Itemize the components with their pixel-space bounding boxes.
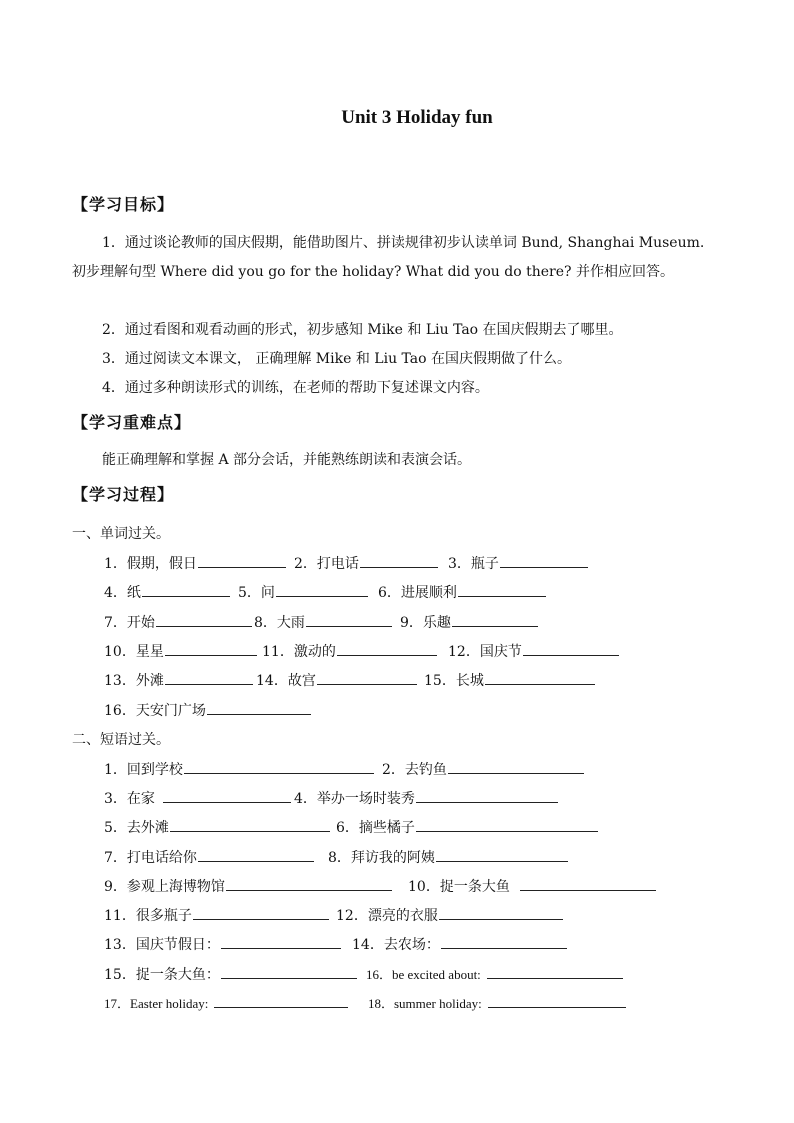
phrase-item: 10．捉一条大鱼 — [408, 876, 656, 896]
vocab-item: 13．外滩 — [104, 670, 253, 690]
vocab-item: 4．纸 — [104, 582, 230, 602]
answer-blank[interactable] — [142, 582, 230, 597]
phrase-item: 12．漂亮的衣服 — [336, 905, 563, 925]
phrase-item: 5．去外滩 — [104, 817, 330, 837]
answer-blank[interactable] — [198, 847, 314, 862]
vocab-item: 1．假期，假日 — [104, 553, 286, 573]
goal-item-2: 2．通过看图和观看动画的形式，初步感知 Mike 和 Liu Tao 在国庆假期去了哪里。 — [102, 322, 623, 338]
answer-blank[interactable] — [523, 641, 619, 656]
phrase-item: 13．国庆节假日： — [104, 934, 341, 954]
answer-blank[interactable] — [441, 934, 567, 949]
answer-blank[interactable] — [487, 964, 623, 979]
phrase-item: 17．Easter holiday: — [104, 993, 348, 1012]
phrase-item: 4．举办一场时装秀 — [294, 788, 558, 808]
page-title: Unit 3 Holiday fun — [341, 107, 493, 128]
process-heading: 【学习过程】 — [72, 485, 175, 504]
answer-blank[interactable] — [207, 700, 311, 715]
vocab-item: 14．故宫 — [256, 670, 417, 690]
phrase-item: 2．去钓鱼 — [382, 759, 584, 779]
answer-blank[interactable] — [500, 553, 588, 568]
phrase-item: 9．参观上海博物馆 — [104, 876, 392, 896]
answer-blank[interactable] — [221, 964, 357, 979]
goal-item-3: 3．通过阅读文本课文， 正确理解 Mike 和 Liu Tao 在国庆假期做了什么。 — [102, 351, 572, 367]
answer-blank[interactable] — [221, 934, 341, 949]
vocab-item: 9．乐趣 — [400, 612, 538, 632]
answer-blank[interactable] — [452, 612, 538, 627]
phrase-item: 14．去农场： — [352, 934, 567, 954]
answer-blank[interactable] — [488, 993, 626, 1008]
answer-blank[interactable] — [165, 641, 257, 656]
answer-blank[interactable] — [165, 670, 253, 685]
phrase-item: 16．be excited about: — [366, 964, 623, 983]
answer-blank[interactable] — [458, 582, 546, 597]
answer-blank[interactable] — [485, 670, 595, 685]
phrase-item: 15．捉一条大鱼： — [104, 964, 357, 984]
goals-heading: 【学习目标】 — [72, 195, 175, 214]
vocab-item: 7．开始 — [104, 612, 252, 632]
section-phrases-title: 二、短语过关。 — [72, 732, 170, 748]
vocab-item: 6．进展顺利 — [378, 582, 546, 602]
answer-blank[interactable] — [193, 905, 329, 920]
answer-blank[interactable] — [436, 847, 568, 862]
answer-blank[interactable] — [360, 553, 438, 568]
vocab-item: 8．大雨 — [254, 612, 392, 632]
goal-item-4: 4．通过多种朗读形式的训练，在老师的帮助下复述课文内容。 — [102, 380, 489, 396]
answer-blank[interactable] — [198, 553, 286, 568]
answer-blank[interactable] — [439, 905, 563, 920]
answer-blank[interactable] — [448, 759, 584, 774]
answer-blank[interactable] — [214, 993, 348, 1008]
answer-blank[interactable] — [306, 612, 392, 627]
vocab-item: 10．星星 — [104, 641, 257, 661]
vocab-item: 2．打电话 — [294, 553, 438, 573]
phrase-item: 18．summer holiday: — [368, 993, 626, 1012]
goal-item-1: 1．通过谈论教师的国庆假期，能借助图片、拼读规律初步认读单词 Bund, Shanghai Museum. 初步理解句型 Where did you go for the holiday? What did you do there? 并作相应回答。 — [72, 235, 705, 280]
section-vocabulary-title: 一、单词过关。 — [72, 526, 170, 542]
answer-blank[interactable] — [317, 670, 417, 685]
vocab-item: 11．激动的 — [262, 641, 437, 661]
phrase-item: 8．拜访我的阿姨 — [328, 847, 568, 867]
answer-blank[interactable] — [520, 876, 656, 891]
phrase-item: 3．在家 — [104, 788, 291, 808]
phrase-item: 7．打电话给你 — [104, 847, 314, 867]
answer-blank[interactable] — [184, 759, 374, 774]
answer-blank[interactable] — [416, 788, 558, 803]
phrase-item: 6．摘些橘子 — [336, 817, 598, 837]
vocab-item: 12．国庆节 — [448, 641, 619, 661]
vocab-item: 15．长城 — [424, 670, 595, 690]
phrase-item: 1．回到学校 — [104, 759, 374, 779]
answer-blank[interactable] — [156, 612, 252, 627]
phrase-item: 11．很多瓶子 — [104, 905, 329, 925]
vocab-item: 16．天安门广场 — [104, 700, 311, 720]
answer-blank[interactable] — [226, 876, 392, 891]
answer-blank[interactable] — [170, 817, 330, 832]
key-points-heading: 【学习重难点】 — [72, 413, 192, 432]
vocab-item: 3．瓶子 — [448, 553, 588, 573]
answer-blank[interactable] — [416, 817, 598, 832]
answer-blank[interactable] — [276, 582, 368, 597]
answer-blank[interactable] — [337, 641, 437, 656]
vocab-item: 5．问 — [238, 582, 368, 602]
answer-blank[interactable] — [163, 788, 291, 803]
key-points-text: 能正确理解和掌握 A 部分会话，并能熟练朗读和表演会话。 — [102, 452, 472, 468]
